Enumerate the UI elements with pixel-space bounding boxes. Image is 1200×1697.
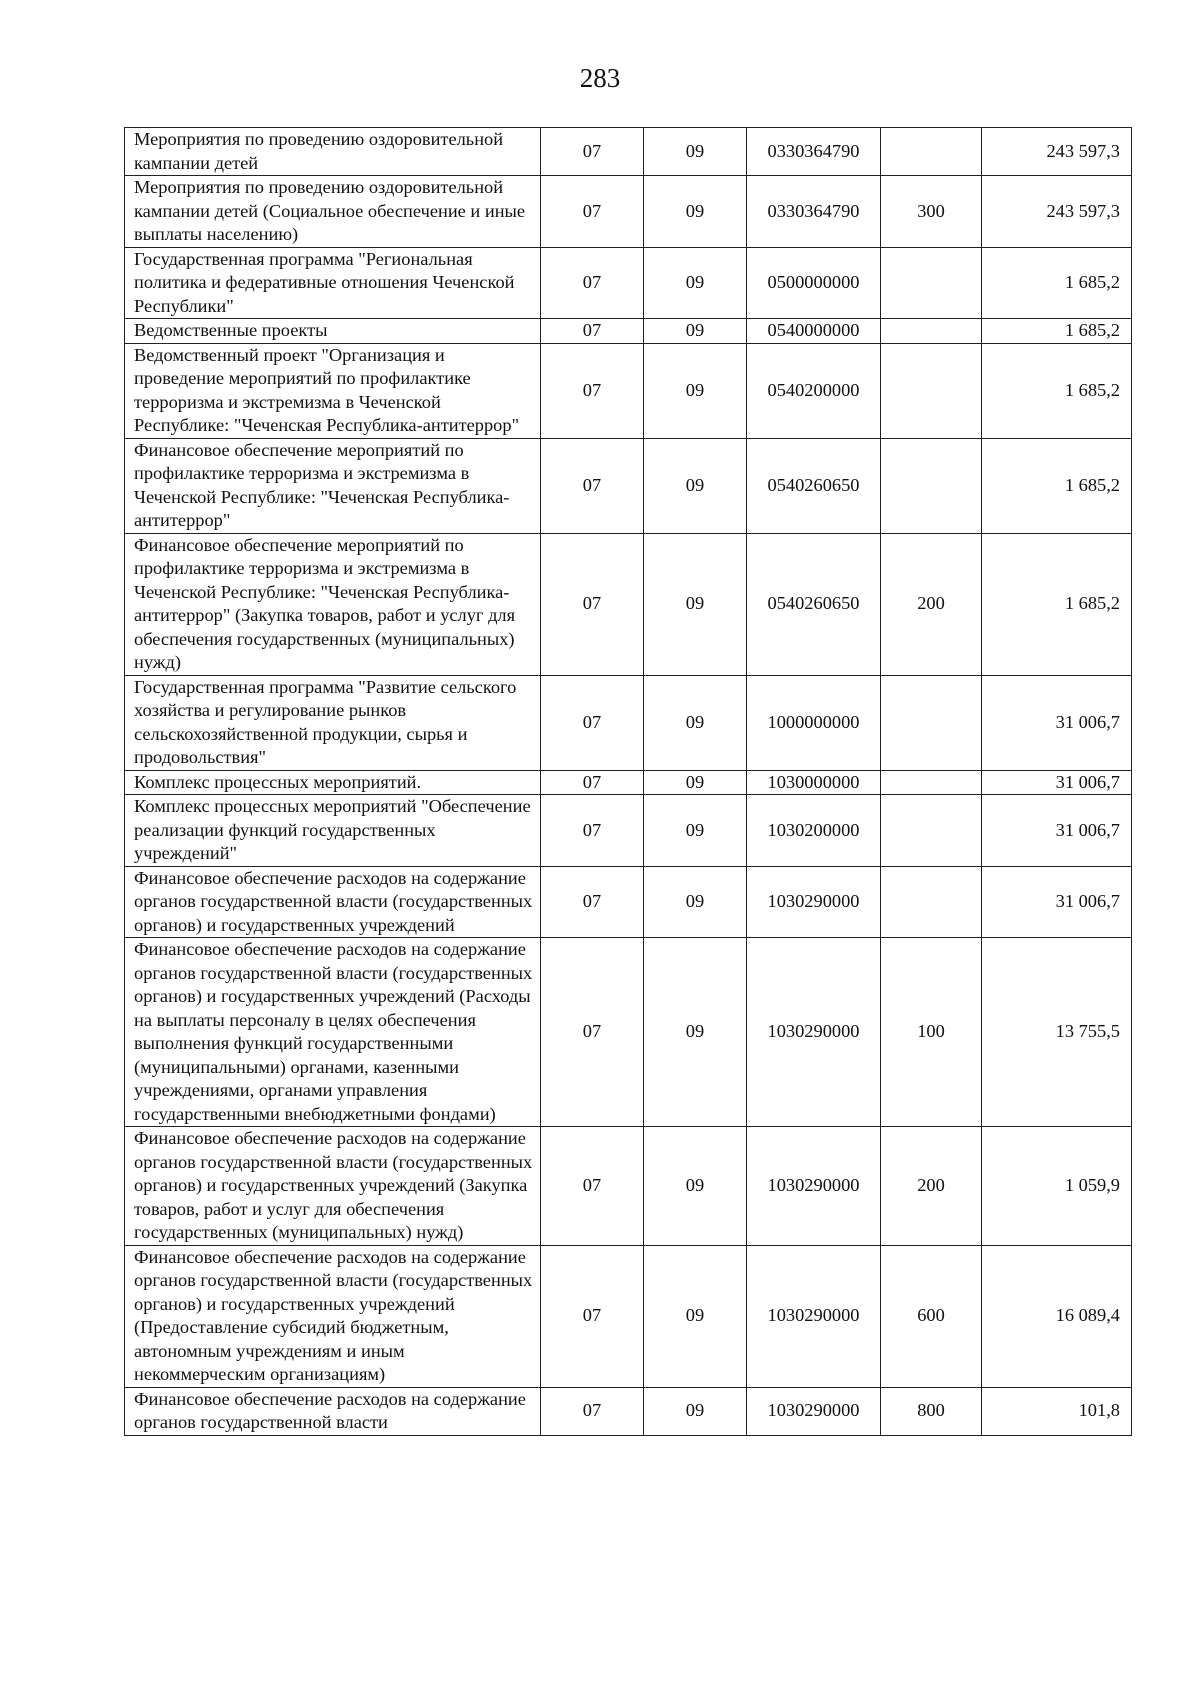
row-subsection-code: 09 <box>644 128 747 176</box>
row-section-code: 07 <box>541 247 644 319</box>
row-expense-type-code <box>881 319 982 344</box>
row-description: Финансовое обеспечение расходов на содержание органов государственной власти (государственных органов) и государственных учреждений (Закупка товаров, работ и услуг для обеспечения государственных (муниципальных) нужд) <box>125 1127 541 1246</box>
row-target-article-code: 0540260650 <box>747 438 881 533</box>
row-amount: 1 685,2 <box>982 247 1132 319</box>
table-row <box>125 319 1132 344</box>
row-section-code: 07 <box>541 1387 644 1435</box>
row-expense-type-code: 200 <box>881 1127 982 1246</box>
table-row <box>125 247 1132 319</box>
row-amount: 1 685,2 <box>982 319 1132 344</box>
row-expense-type-code: 300 <box>881 176 982 248</box>
row-description: Финансовое обеспечение расходов на содержание органов государственной власти (государственных органов) и государственных учреждений (Расходы на выплаты персоналу в целях обеспечения выполнения функций государственными (муниципальными) органами, казенными учреждениями, органами управления государственными внебюджетными фондами) <box>125 938 541 1127</box>
table-row <box>125 343 1132 438</box>
row-section-code: 07 <box>541 533 644 675</box>
budget-table <box>124 127 1132 1436</box>
row-section-code: 07 <box>541 319 644 344</box>
row-description: Финансовое обеспечение мероприятий по профилактике терроризма и экстремизма в Чеченской Республике: "Чеченская Республика-антитеррор" <box>125 438 541 533</box>
row-section-code: 07 <box>541 866 644 938</box>
row-subsection-code: 09 <box>644 1245 747 1387</box>
row-amount: 243 597,3 <box>982 176 1132 248</box>
row-subsection-code: 09 <box>644 247 747 319</box>
row-description: Ведомственные проекты <box>125 319 541 344</box>
row-section-code: 07 <box>541 438 644 533</box>
row-section-code: 07 <box>541 1127 644 1246</box>
row-subsection-code: 09 <box>644 795 747 867</box>
row-description: Финансовое обеспечение расходов на содержание органов государственной власти (государственных органов) и государственных учреждений <box>125 866 541 938</box>
row-target-article-code: 1030290000 <box>747 1387 881 1435</box>
table-row <box>125 438 1132 533</box>
row-expense-type-code <box>881 866 982 938</box>
row-expense-type-code <box>881 770 982 795</box>
row-amount: 101,8 <box>982 1387 1132 1435</box>
row-target-article-code: 0330364790 <box>747 128 881 176</box>
row-subsection-code: 09 <box>644 176 747 248</box>
row-expense-type-code: 200 <box>881 533 982 675</box>
row-expense-type-code <box>881 438 982 533</box>
row-description: Ведомственный проект "Организация и проведение мероприятий по профилактике терроризма и экстремизма в Чеченской Республике: "Чеченская Республика-антитеррор" <box>125 343 541 438</box>
row-section-code: 07 <box>541 770 644 795</box>
row-description: Государственная программа "Развитие сельского хозяйства и регулирование рынков сельскохозяйственной продукции, сырья и продовольствия" <box>125 675 541 770</box>
row-amount: 31 006,7 <box>982 675 1132 770</box>
table-row <box>125 938 1132 1127</box>
table-row <box>125 1127 1132 1246</box>
row-subsection-code: 09 <box>644 770 747 795</box>
table-row <box>125 533 1132 675</box>
row-expense-type-code <box>881 247 982 319</box>
row-amount: 1 685,2 <box>982 533 1132 675</box>
row-target-article-code: 1000000000 <box>747 675 881 770</box>
row-subsection-code: 09 <box>644 1127 747 1246</box>
row-subsection-code: 09 <box>644 438 747 533</box>
row-description: Финансовое обеспечение расходов на содержание органов государственной власти (государственных органов) и государственных учреждений (Предоставление субсидий бюджетным, автономным учреждениям и иным некоммерческим организациям) <box>125 1245 541 1387</box>
row-amount: 1 059,9 <box>982 1127 1132 1246</box>
row-target-article-code: 0500000000 <box>747 247 881 319</box>
row-target-article-code: 1030290000 <box>747 1245 881 1387</box>
row-target-article-code: 1030290000 <box>747 1127 881 1246</box>
row-subsection-code: 09 <box>644 938 747 1127</box>
row-amount: 31 006,7 <box>982 866 1132 938</box>
row-target-article-code: 1030000000 <box>747 770 881 795</box>
row-subsection-code: 09 <box>644 675 747 770</box>
row-target-article-code: 1030290000 <box>747 938 881 1127</box>
row-expense-type-code: 600 <box>881 1245 982 1387</box>
row-target-article-code: 0330364790 <box>747 176 881 248</box>
row-description: Мероприятия по проведению оздоровительной кампании детей (Социальное обеспечение и иные выплаты населению) <box>125 176 541 248</box>
row-amount: 31 006,7 <box>982 795 1132 867</box>
row-description: Комплекс процессных мероприятий "Обеспечение реализации функций государственных учреждений" <box>125 795 541 867</box>
table-row <box>125 176 1132 248</box>
row-description: Финансовое обеспечение расходов на содержание органов государственной власти <box>125 1387 541 1435</box>
table-row <box>125 795 1132 867</box>
table-row <box>125 866 1132 938</box>
row-section-code: 07 <box>541 1245 644 1387</box>
row-subsection-code: 09 <box>644 1387 747 1435</box>
row-amount: 1 685,2 <box>982 343 1132 438</box>
table-row <box>125 1387 1132 1435</box>
row-description: Государственная программа "Региональная политика и федеративные отношения Чеченской Республики" <box>125 247 541 319</box>
row-section-code: 07 <box>541 343 644 438</box>
row-expense-type-code: 100 <box>881 938 982 1127</box>
row-subsection-code: 09 <box>644 343 747 438</box>
row-section-code: 07 <box>541 938 644 1127</box>
budget-table-body <box>125 128 1132 1436</box>
row-target-article-code: 0540000000 <box>747 319 881 344</box>
row-section-code: 07 <box>541 795 644 867</box>
row-expense-type-code: 800 <box>881 1387 982 1435</box>
row-target-article-code: 1030200000 <box>747 795 881 867</box>
row-amount: 31 006,7 <box>982 770 1132 795</box>
row-target-article-code: 0540260650 <box>747 533 881 675</box>
row-section-code: 07 <box>541 176 644 248</box>
row-amount: 243 597,3 <box>982 128 1132 176</box>
row-amount: 16 089,4 <box>982 1245 1132 1387</box>
row-description: Финансовое обеспечение мероприятий по профилактике терроризма и экстремизма в Чеченской Республике: "Чеченская Республика-антитеррор" (Закупка товаров, работ и услуг для обеспечения государственных (муниципальных) нужд) <box>125 533 541 675</box>
row-section-code: 07 <box>541 128 644 176</box>
table-row <box>125 770 1132 795</box>
table-row <box>125 128 1132 176</box>
row-subsection-code: 09 <box>644 866 747 938</box>
table-row <box>125 675 1132 770</box>
row-expense-type-code <box>881 795 982 867</box>
row-subsection-code: 09 <box>644 319 747 344</box>
row-amount: 1 685,2 <box>982 438 1132 533</box>
row-description: Мероприятия по проведению оздоровительной кампании детей <box>125 128 541 176</box>
row-subsection-code: 09 <box>644 533 747 675</box>
table-row <box>125 1245 1132 1387</box>
row-amount: 13 755,5 <box>982 938 1132 1127</box>
page-number: 283 <box>579 63 621 93</box>
row-expense-type-code <box>881 343 982 438</box>
row-expense-type-code <box>881 675 982 770</box>
row-expense-type-code <box>881 128 982 176</box>
row-target-article-code: 0540200000 <box>747 343 881 438</box>
row-section-code: 07 <box>541 675 644 770</box>
row-description: Комплекс процессных мероприятий. <box>125 770 541 795</box>
row-target-article-code: 1030290000 <box>747 866 881 938</box>
